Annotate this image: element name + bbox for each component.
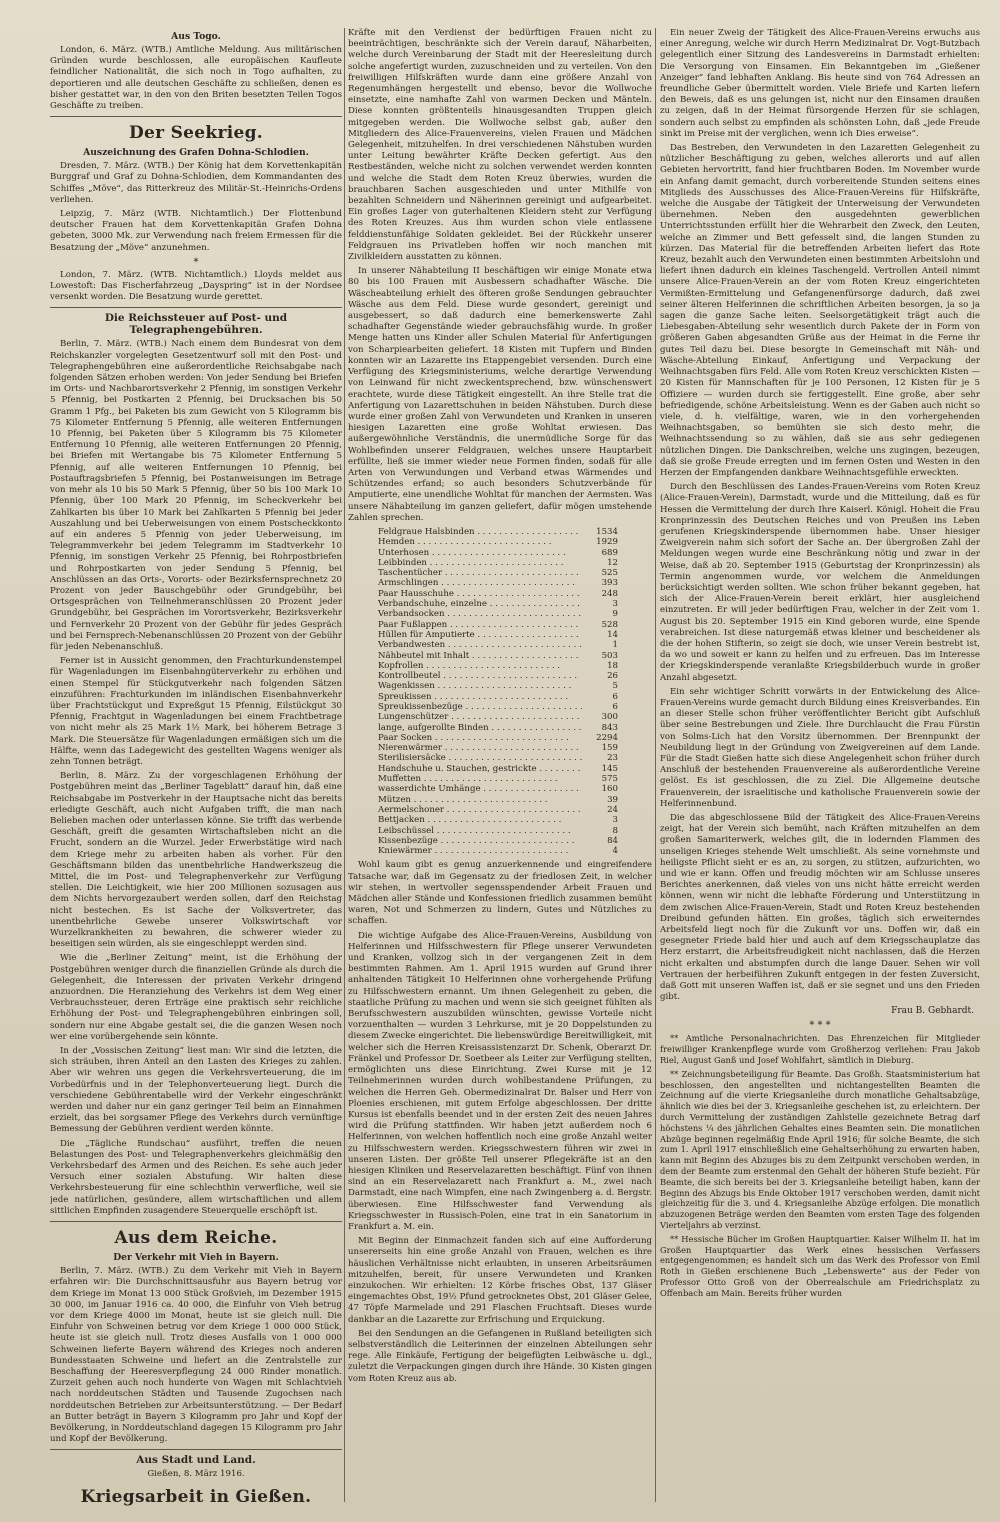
table-row xyxy=(378,836,618,846)
column-rule xyxy=(344,28,345,1502)
item-count: 9 xyxy=(612,609,618,620)
item-label: Hüllen für Amputierte . . . xyxy=(378,630,582,640)
dohna-article: Dresden, 7. März. (WTB.) Der König hat dem Korvettenkapitän Burggraf und Graf zu Dohna-Schlodien, dem Kommandanten des Schiffes „Möve“, das Ritterkreuz des Militär-St.-Heinrichs-Ordens verliehen. xyxy=(50,161,342,205)
item-label: Taschentücher . . . xyxy=(378,568,582,578)
item-count: 689 xyxy=(601,547,618,558)
bayern-heading: Der Verkehr mit Vieh in Bayern. xyxy=(113,1252,279,1264)
alice-article-cont-2: In unserer Nähabteilung II beschäftigen wir einige Monate etwa 80 bis 100 Frauen mit Ausbessern schadhafter Wäsche. Die Wäscheabteilung erhielt des öfteren große Sendungen gebrauchter Wäsche aus dem Feld. Diese wurde gesondert, gereinigt und ausgebessert, so daß dadurch eine bemerkenswerte Zahl schadhafter Gegenstände wieder gebrauchsfähig wurde. In großer Menge hatten uns Kinder aller Schulen Material für Anfertigungen von Scharpiearbeiten geliefert. 18 Kisten mit Tupfern und Binden konnten wir an Lazarette ins Etappengebiet versenden. Durch eine Verfügung des Kriegsministeriums, welche derartige Verwendung von Leinwand für nicht zweckentsprechend, bzw. wünschenswert erachtete, wurde diese Tätigkeit eingestellt. An ihre Stelle trat die Anfertigung von Lazarettschuhen in beiden Nähstuben. Durch diese wurde einer großen Zahl von Verwundeten und Kranken in unseren hiesigen Lazaretten eine große Wohltat erwiesen. Das außergewöhnliche Verständnis, die unermüdliche Sorge für das Wohlbefinden unserer Feldgrauen, welches unsere Hauptarbeit erfüllte, ließ sie immer wieder neue Formen finden, sodaß für alle Arten von Verwundungen und Verband etwas Wärmendes und Schützendes erfand; so auch besonders Schutzverbände für Amputierte, eine unendliche Wohltat für manchen der Aermsten. Was unsere Nähabteilung im ganzen geliefert, dafür mögen umstehende Zahlen sprechen. xyxy=(348,266,652,523)
item-label: lange, aufgerollte Binden . . . xyxy=(378,723,582,733)
table-row xyxy=(378,733,618,743)
divider xyxy=(50,1221,342,1222)
table-row xyxy=(378,846,618,856)
post-article-1: Berlin, 7. März. (WTB.) Nach einem dem Bundesrat von dem Reichskanzler vorgelegten Gesetzentwurf soll mit den Post- und Telegraphengebühren eine außerordentliche Reichsabgabe nach folgenden Sätzen erhoben werden: Von jeder Sendung bei Briefen im Orts- und Nachbarortsverkehr 2 Pfennig, im sonstigen Verkehr 5 Pfennig, bei Postkarten 2 Pfennig, bei Drucksachen bis 50 Gramm 1 Pfg., bei Paketen bis zum Gewicht von 5 Kilogramm bis 75 Kilometer Entfernung 5 Pfennig, alle weiteren Entfernungen 10 Pfennig, bei Paketen über 5 Kilogramm bis 75 Kilometer Entfernung 10 Pfennig, alle weiteren Entfernungen 20 Pfennig, bei Briefen mit Wertangabe bis 75 Kilometer Entfernung 5 Pfennig, auf alle weiteren Entfernungen 10 Pfennig, bei Postauftragsbriefen 5 Pfennig, bei Postanweisungen im Betrage von mehr als 10 bis 50 Mark 5 Pfennig, über 50 bis 100 Mark 10 Pfennig, über 100 Mark 20 Pfennig, im Scheckverkehr bei Zahlkarten bis über 10 Mark bei Zahlkarten 5 Pfennig bei jeder Auszahlung und bei Ueberweisungen von einem Postscheckkonto auf ein anderes 5 Pfennig von jeder Ueberweisung, im Telegrammverkehr bei jedem Telegramm im Stadtverkehr 10 Pfennig, im sonstigen Verkehr 25 Pfennig, bei Rohrpostbriefen und Rohrpostkarten von jeder Sendung 5 Pfennig, bei Anschlüssen an das Orts-, Vororts- oder Bezirksfernsprechnetz 20 Prozent von jeder Bauschgebühr oder Grundgebühr, bei Ortsgesprächen von Teilnehmeranschlüssen 20 Prozent jeder Grundgebühr, bei Gesprächen im Vorortsverkehr, Bezirksverkehr und Fernverkehr 20 Prozent von der Gebühr für jedes Gespräch und bei Fernsprech-Nebenanschlüssen 20 Prozent von der Gebühr für jeden Nebenanschluß. xyxy=(50,339,342,652)
column-2 xyxy=(348,28,652,1508)
post-article-3: Berlin, 8. März. Zu der vorgeschlagenen Erhöhung der Postgebühren meint das „Berliner Tageblatt“ darauf hin, daß eine Reichsabgabe im Postverkehr in der Hauptsache nicht das bereits erledigte Geschäft, auch nicht Aufgaben trifft, die man nach Belieben machen oder unterlassen könne. Sie trifft das werbende Geschäft, greift die gesamten Wirtschaftsleben nicht an die Frucht, sondern an die Wurzel. Jeder Erwerbstätige wird nach dem Kriege mehr zu arbeiten haben als vorher. Für den Geschäftsmann bilden das unentbehrliche Handwerkszeug die Mittel, die im Post- und Telegraphenverkehr zur Verfügung stellen. Die Leichtigkeit, wie hier 200 Millionen sozusagen aus dem Nichts hervorgezaubert werden sollen, darf den Reichstag nicht bestechen. Es ist Sache der Volksvertreter, das unentbehrliche Gewebe unserer Volkswirtschaft vor Wurzelkrankheiten zu bewahren, die schwerer wieder zu beseitigen sein würden, als sie eingeschleppt werden sind. xyxy=(50,771,342,950)
item-label: Kontrollbeutel . . . xyxy=(378,671,582,681)
divider xyxy=(50,1449,342,1450)
table-row xyxy=(378,527,618,537)
table-row xyxy=(378,743,618,753)
table-row xyxy=(378,661,618,671)
table-row xyxy=(378,671,618,681)
alice-article-cont-3: Wohl kaum gibt es genug anzuerkennende und eingreifendere Tatsache war, daß im Gegensatz zu der friedlosen Zeit, in welcher wir stehen, in wertvoller segensspendender Arbeit Frauen und Mädchen aller Stände und Konfessionen friedlich zusammen bemüht waren, Not und Schmerzen zu lindern, Gutes und Nützliches zu schaffen. xyxy=(348,860,652,927)
item-label: Armschlingen . . . xyxy=(378,578,582,588)
post-heading: Die Reichssteuer auf Post- und Telegraphengebühren. xyxy=(104,312,288,337)
item-count: 145 xyxy=(601,763,618,774)
item-count: 159 xyxy=(601,743,618,754)
column-1 xyxy=(50,28,342,1508)
item-label: Verbandschuhe, einzelne . . . xyxy=(378,599,582,609)
item-label: Paar Hausschuhe . . . xyxy=(378,589,582,599)
item-count: 393 xyxy=(601,578,618,589)
item-label: Verbandsocken . . . xyxy=(378,609,582,619)
item-count: 575 xyxy=(601,774,618,785)
column-rule xyxy=(655,28,656,1502)
item-count: 5 xyxy=(612,681,618,692)
table-row xyxy=(378,774,618,784)
kriegskinder-article: Durch den Beschlüssen des Landes-Frauen-Vereins vom Roten Kreuz (Alice-Frauen-Verein), Darmstadt, wurde und die Mitteilung, daß es für Hessen die Vermittelung der durch Ihre Kaiserl. Königl. Hoheit die Frau Kronprinzessin des Deutschen Reiches und von Preußen ins Leben gerufenen Kriegskinderspende übernommen habe. Unser hiesiger Zweigverein nahm sich sofort der Sache an. Der übergroßen Zahl der Meldungen wegen wurde eine Beschränkung nötig und zwar in der Weise, daß ab 20. September 1915 (Geburtstag der Kronprinzessin) als Termin angenommen wurde, vor welchem die Anmeldungen berücksichtigt werden sollten. Wie schon früher bekannt gegeben, hat sich der Alice-Frauen-Verein bereit erklärt, hier ausgleichend einzutreten. Er will jeder bedürftigen Frau, welcher in der Zeit vom 1. August bis 20. September 1915 ein Kind geboren wurde, eine Spende verabreichen. Ist diese naturgemäß etwas kleiner und bescheidener als die der hohen Stifterin, so zeigt sie doch, wie unser Verein bestrebt ist, da wo und soweit er kann zu helfen und zu erfreuen. Das im Interesse der Kriegskinderspende veranlaßte Kriegsbilderbuch wurde in großer Anzahl abgesetzt. xyxy=(660,482,980,683)
item-count: 6 xyxy=(612,701,618,712)
item-label: Hemden . . . xyxy=(378,537,582,547)
separator-stars: * * * xyxy=(809,1020,831,1032)
column-3 xyxy=(660,28,980,1508)
item-count: 528 xyxy=(601,619,618,630)
table-row xyxy=(378,702,618,712)
item-count: 843 xyxy=(601,722,618,733)
table-row xyxy=(378,723,618,733)
notices xyxy=(660,1033,980,1298)
post-article-2: Ferner ist in Aussicht genommen, den Frachturkundenstempel für Wagenladungen im Eisenbahngüterverkehr zu erhöhen und einen Stempel für Stückgutverkehr nach folgenden Sätzen einzuführen: Frachturkunden im inländischen Eisenbahnverkehr über Frachtstückgut und Expreßgut 15 Pfennig, Eilstückgut 30 Pfennig, Frachtgut in Wagenladungen bei einem Frachtbetrage von nicht mehr als 25 Mark 1½ Mark, bei höherem Betrage 3 Mark. Die Steuersätze für Wagenladungen ermäßigen sich um die Hälfte, wenn das Ladegewicht des gestellten Wagens weniger als zehn Tonnen beträgt. xyxy=(50,656,342,767)
table-row xyxy=(378,815,618,825)
divider xyxy=(50,116,342,117)
item-label: Paar Socken . . . xyxy=(378,733,582,743)
item-label: Nähbeutel mit Inhalt . . . xyxy=(378,651,582,661)
post-article-4: Wie die „Berliner Zeitung“ meint, ist die Erhöhung der Postgebühren weniger durch die finanziellen Gründe als durch die Gelegenheit, die Interessen der privaten Verkehr dringend anzuordnen. Die Heranziehung des Verkehrs ist dem Weg einer Verbrauchssteuer, deren Erträge eine praktisch sehr reichliche Erhöhung der Post- und Telegraphengebühren einbringen soll, sondern nur eine Abgabe gestalt sei, die die ganzen Wesen noch wer eine vorübergehende sein könnte. xyxy=(50,953,342,1042)
beschaeftigung-article: Das Bestreben, den Verwundeten in den Lazaretten Gelegenheit zu nützlicher Beschäftigung zu geben, welches allerorts und auf allen Gebieten hervortritt, fand hier fruchtbaren Boden. Im November wurde ein Anfang damit gemacht, durch vorbereitende Stunden seitens eines Mitglieds des Ausschusses des Alice-Frauen-Vereins für Hilfskräfte, welche die Ausgabe der Tätigkeit der Unterweisung der Verwundeten übernehmen. Neben den ausgedehnten gewerblichen Unterrichtsstunden erfüllt hier die Wehrarbeit den Zweck, den Leuten, welche an Zimmer und Bett gefesselt sind, die langen Stunden zu kürzen. Das Material für die betreffenden Arbeiten liefert das Rote Kreuz, bezahlt auch den Verwundeten einen bestimmten Arbeitslohn und liefert ihnen dadurch ein kleines Taschengeld. Vertrollen Anteil nimmt unsere Alice-Frauen-Verein an der vom Roten Kreuz eingerichteten Vermißten-Ermittelung und Gefangenenfürsorge dadurch, daß zwei seiner älteren Helferinnen die schriftlichen Arbeiten besorgen, ja so ja sagen die ganze Sache leiten. Seelsorgetätigkeit trägt auch die Liebesgaben-Abteilung sehr wesentlich durch Pakete der in Form von größeren Gaben abgesandten Grüße aus der Heimat in die Ferne ihr gutes Teil dazu bei. Diese besorgte in Gemeinschaft mit Näh- und Wäsche-Abteilung Einkauf, Anfertigung und Verpackung der Weihnachtsgaben fürs Feld. Alle vom Roten Kreuz verschickten Kisten — 20 Kisten für Mannschaften für je 100 Personen, 12 Kisten für je 5 Offiziere — wurden durch sie fertiggestellt. Eine große, aber sehr befriedigende, schöne Arbeitsleistung. Wenn es der Gaben auch nicht so viele, d. h. vielfältige, waren, wie in den vorhergehenden Weihnachtsgaben, so bemühten sie sich desto mehr, die Weihnachtssendung so zu wählen, daß sie aus sehr gediegenen nützlichen Dingen. Die Dankschreiben, welche uns zugingen, bezeugen, daß sie große Freude erregten und im fernen Osten und Westen in den Herzen der Empfangenden dankbare Weihnachtsgefühle erweckten. xyxy=(660,143,980,478)
item-label: Feldgraue Halsbinden . . . xyxy=(378,527,582,537)
item-count: 300 xyxy=(601,712,618,723)
item-label: Wagenkissen . . . xyxy=(378,681,582,691)
item-label: Sterilisiersäcke . . . xyxy=(378,753,582,763)
item-count: 1929 xyxy=(596,537,618,548)
alice-article-cont-5: Mit Beginn der Einmachzeit fanden sich auf eine Aufforderung unsererseits hin eine große Anzahl von Frauen, welchen es ihre häuslichen Verhältnisse nicht erlaubten, in unseren Arbeitsräumen mitzuhelfen, bereit, für unsere Verwundeten und Kranken einzukochen. Wir erhielten: 12 Körbe frisches Obst, 137 Gläser eingemachtes Obst, 19½ Pfund getrocknetes Obst, 201 Gläser Gelee, 47 Töpfe Marmelade und 291 Flaschen Fruchtsaft. Dieses wurde dankbar an die Lazarette zur Erfrischung und Erquickung. xyxy=(348,1236,652,1325)
seekrieg-heading: Der Seekrieg. xyxy=(128,123,264,144)
table-row xyxy=(378,805,618,815)
table-row xyxy=(378,568,618,578)
item-count: 39 xyxy=(607,794,618,805)
table-row xyxy=(378,578,618,588)
separator-star: * xyxy=(193,256,199,268)
table-row xyxy=(378,609,618,619)
item-label: Kopfrollen . . . xyxy=(378,661,582,671)
item-label: Paar Fußlappen . . . xyxy=(378,620,582,630)
item-label: Nierenwärmer . . . xyxy=(378,743,582,753)
item-count: 3 xyxy=(612,599,618,610)
stadt-heading: Aus Stadt und Land. xyxy=(136,1454,256,1467)
item-label: Leibbinden . . . xyxy=(378,558,582,568)
table-row xyxy=(378,537,618,547)
table-row xyxy=(378,548,618,558)
item-count: 1534 xyxy=(596,526,618,537)
bayern-article: Berlin, 7. März. (WTB.) Zu dem Verkehr mit Vieh in Bayern erfahren wir: Die Durchschnittsausfuhr aus Bayern betrug vor dem Kriege im Monat 13 000 Stück Großvieh, im Dezember 1915 30 000, im Januar 1916 ca. 40 000, die Einfuhr von Vieh betrug vor dem Kriege 4000 im Monat, heute ist sie gleich null. Die Einfuhr von Schweinen betrug vor dem Kriege 1 000 000 Stück, heute ist sie gleich null. Trotz dieses Ausfalls von 1 000 000 Schweinen lieferte Bayern während des Krieges noch anderen Bundesstaaten Schweine und liefert an die Zentralstelle zur Beschaffung der Heeresverpflegung 24 000 Rinder monatlich. Zurzeit gehen auch noch hunderte von Wagen mit Schlachtvieh nach norddeutschen Städten und Tausende Zugochsen nach norddeutschen Betrieben zur Arbeitsunterstützung. — Der Bedarf an Butter beträgt in Bayern 3 Kilogramm pro Jahr und Kopf der Bevölkerung, in Norddeutschland dagegen 15 Kilogramm pro Jahr und Kopf der Bevölkerung. xyxy=(50,1266,342,1445)
table-row xyxy=(378,589,618,599)
table-row xyxy=(378,826,618,836)
reich-heading: Aus dem Reiche. xyxy=(114,1228,278,1249)
table-row xyxy=(378,630,618,640)
zeichnung-notice: ** Zeichnungsbeteiligung für Beamte. Das Großh. Staatsministerium hat beschlossen, den angestellten und nichtangestellten Beamten die Zeichnung auf die vierte Kriegsanleihe durch monatliche Gehaltsabzüge, ähnlich wie dies bei der 3. Kriegsanleihe geschehen ist, zu erleichtern. Der durch Vermittelung der zuständigen Zahlstelle gezeichnete Betrag darf höchstens ¼ des jährlichen Gehaltes eines Beamten sein. Die monatlichen Abzüge beginnen regelmäßig Ende April 1916; für solche Beamte, die sich zum 1. April 1917 einschließlich eine Gehaltserhöhung zu erwarten haben, kann mit Beginn des Abzuges bis zu dem Zeitpunkt verschoben werden, in dem der Beamte zum erstenmal den Gehalt der höheren Stufe bezieht. Für Beamte, die sich bereits bei der 3. Kriegsanleihe beteiligt haben, kann der Beginn des Abzugs bis Ende Oktober 1917 verschoben werden, damit nicht gleichzeitig für die 3. und 4. Kriegsanleihe Abzüge erfolgen. Die monatlich abzuzogenen Beträge werden den Beamten vom ersten Tage des folgenden Vierteljahrs ab verzinst. xyxy=(660,1068,980,1231)
flottenbund-article: Leipzig, 7. März (WTB. Nichtamtlich.) Der Flottenbund deutscher Frauen hat dem Korvettenkapitän Grafen Dohna gebeten, 3000 Mk. zur Verwendung nach freiem Ermessen für die Besatzung der „Möve“ anzunehmen. xyxy=(50,209,342,253)
item-label: Kissenbezüge . . . xyxy=(378,836,582,846)
kriegsarbeit-heading: Kriegsarbeit in Gießen. xyxy=(80,1486,312,1507)
item-count: 26 xyxy=(607,671,618,682)
item-count: 248 xyxy=(601,588,618,599)
alice-article-cont-1: Kräfte mit den Verdienst der bedürftigen Frauen nicht zu beeinträchtigen, beschränkte sich der Verein darauf, Näharbeiten, welche durch Vereinbarung der Stadt mit der Heeresleitung durch solche angefertigt wurden, zuzuschneiden und zu verteilen. Von den freiwilligen Hilfskräften wurde dann eine größere Anzahl von Regenumhängen hergestellt und ebenso, bevor die Wollwoche einsetzte, eine namhafte Zahl von warmen Decken und Mänteln. Diese konnten größtenteils hinausgesandten Truppen gleich mitgegeben werden. Die Wollwoche selbst gab, außer den Mitgliedern des Alice-Frauenvereins, vielen Frauen und Mädchen Gelegenheit, mitzuhelfen. In drei verschiedenen Nähstuben wurden unter Leitung bewährter Kräfte Decken gefertigt. Aus den Restbeständen, welche nicht zu solchen verwendet werden konnten und welche die Stadt dem Roten Kreuz überwies, wurden die brauchbaren Sachen ausgeschieden und unter Mithilfe von bezahlten Schneidern und Näherinnen gereinigt und aufgearbeitet. Ein großes Lager von guterhaltenen Kleidern steht zur Verfügung des Roten Kreuzes. Aus ihm wurden schon viele entlassene felddienstunfähige Soldaten gekleidet. Bei der Rückkehr unserer Feldgrauen ins Privatleben hoffen wir noch manchen mit Zivilkleidern ausstatten zu können. xyxy=(348,28,652,263)
table-row xyxy=(378,753,618,763)
table-row xyxy=(378,712,618,722)
item-count: 160 xyxy=(601,784,618,795)
table-row xyxy=(378,640,618,650)
item-label: Verbandwesten . . . xyxy=(378,640,582,650)
item-label: Unterhosen . . . xyxy=(378,548,582,558)
item-count: 6 xyxy=(612,691,618,702)
item-count: 84 xyxy=(607,835,618,846)
item-label: Lungenschützer . . . xyxy=(378,712,582,722)
table-row xyxy=(378,692,618,702)
item-count: 3 xyxy=(612,815,618,826)
item-count: 18 xyxy=(607,660,618,671)
post-article-5: In der „Vossischen Zeitung“ liest man: Wir sind die letzten, die sich sträuben, ihren Anteil an den Lasten des Krieges zu zahlen. Aber wir wehren uns gegen die Verkehrsverteuerung, die im Vorbedürfnis und in der Telephonverteuerung liegt. Durch die verschiedene Gebührentabelle wird der Verkehr eingeschränkt werden und daher nur ein ganz geringer Teil beim an Einnahmen erzielt, das bei sorgsamer Pflege des Verkehrs durch vernünftige Bemessung der Gebühren verdient werden könnte. xyxy=(50,1046,342,1135)
einsamen-article: Ein neuer Zweig der Tätigkeit des Alice-Frauen-Vereins erwuchs aus einer Anregung, welche wir durch Herrn Medizinalrat Dr. Vogt-Butzbach gelegentlich einer Sitzung des Landesvereins in Darmstadt erhielten: Die Versorgung von Einsamen. Ein Bekanntgeben im „Gießener Anzeiger“ fand lebhaften Anklang. Bis heute sind von 764 Adressen an freundliche Geber übermittelt worden. Viele Briefe und Karten liefern den Beweis, daß es uns gelungen ist, nicht nur den Einsamen draußen zu zeigen, daß in der Heimat fürsorgende Herzen für sie schlagen, sondern auch selbst zu empfinden als schönsten Lohn, daß „jede Freude sinkt im Preise mit der verglichen, wenn ich Dies erweise“. xyxy=(660,28,980,139)
item-count: 23 xyxy=(607,753,618,764)
kreisverband-article: Ein sehr wichtiger Schritt vorwärts in der Entwickelung des Alice-Frauen-Vereins wurde gemacht durch Bildung eines Kreisverbandes. Ein an dieser Stelle schon früher veröffentlichter Bericht gibt Aufschluß über seine Bestrebungen und Ziele. Ihre Durchlaucht die Frau Fürstin von Solms-Lich hat den Vorsitz übernommen. Der Brennpunkt der Neubildung liegt in der Gründung von Zweigvereinen auf dem Lande. Für die Stadt Gießen hatte sich diese Angelegenheit schon früher durch Anschluß der bestehenden Frauenvereine als außerordentliche Vereine gelöst. Es ist geschlossen, die zu Ziel. Die Allgemeine deutsche Frauenverein, der israelitische und katholische Frauenverein sowie der Helferinnenbund. xyxy=(660,686,980,809)
table-row xyxy=(378,784,618,794)
lloyds-article: London, 7. März. (WTB. Nichtamtlich.) Lloyds meldet aus Lowestoft: Das Fischerfahrzeug „Dayspring“ ist in der Nordsee versenkt worden. Die Besatzung wurde gerettet. xyxy=(50,269,342,303)
item-label: Aermelschoner . . . xyxy=(378,805,582,815)
item-count: 525 xyxy=(601,568,618,579)
item-count: 12 xyxy=(607,557,618,568)
table-row xyxy=(378,620,618,630)
item-label: Muffetten . . . xyxy=(378,774,582,784)
alice-article-cont-6: Bei den Sendungen an die Gefangenen in Rußland beteiligten sich selbstverständlich die Leiterinnen der einzelnen Abteilungen sehr rege. Alle Einkäufe, Fertigung der beigefügten Leibwäsche u. dgl., zuletzt die Verpackungen gingen durch ihre Hände. 30 Kisten gingen vom Roten Kreuz aus ab. xyxy=(348,1328,652,1384)
alice-article-cont-4: Die wichtige Aufgabe des Alice-Frauen-Vereins, Ausbildung von Helferinnen und Hilfsschwestern für Pflege unserer Verwundeten und Kranken, vollzog sich in der vergangenen Zeit in dem bestimmten Rahmen. Am 1. April 1915 wurden auf Grund ihrer anhaltenden Tätigkeit 10 Helferinnen ohne vorhergehende Prüfung zu Hilfsschwestern ernannt. Um ihnen Gelegenheit zu geben, die staatliche Prüfung zu machen und wenn sie sich geeignet fühlten als Berufsschwestern auszubilden wünschten, gewisse Vorteile nicht vorzuenthalten — wurden 3 Lehrkurse, mit je 20 Doppelstunden zu diesem Zwecke eingerichtet. Die liebenswürdige Bereitwilligkeit, mit welcher sich die Herren Kreisassistenzarzt Dr. Schenk, Oberarzt Dr. Fränkel und Professor Dr. Soetbeer als Leiter zur Verfügung stellten, ermöglichten uns diese Einrichtung. Zwei Kurse mit je 12 Teilnehmerinnen wurden durch wohlbestandene Prüfungen, zu welchen die Herren Geh. Obermedizinalrat Dr. Balser und Herr von Ploenies erschienen, mit gutem Erfolge abgeschlossen. Der dritte Kursus ist ebenfalls beendet und in der ersten Zeit des neuen Jahres wird die Prüfung stattfinden. Wir haben jetzt außerdem noch 6 Helferinnen, von welchen hoffentlich noch eine große Anzahl weiter zu Hilfsschwestern werden. Kriegsschwestern führen wir zwei in unseren Listen. Der größte Teil unserer Pflegekräfte ist an den hiesigen Kliniken und Reservelazaretten beschäftigt. Fünf von ihnen sind an ein Reservelazarett nach Frankfurt a. M., zwei nach Darmstadt, eine nach Wimpfen, eine nach Zwingenberg a. d. Bergstr. überwiesen. Eine Hilfsschwester fand Verwendung als Kriegsschwester in Russisch-Polen, eine trat in ein Sanatorium in Frankfurt a. M. ein. xyxy=(348,930,652,1232)
item-label: Bettjacken . . . xyxy=(378,815,582,825)
item-label: wasserdichte Umhänge . . . xyxy=(378,784,582,794)
item-label: Leibschüssel . . . xyxy=(378,826,582,836)
item-label: Kniewärmer . . . xyxy=(378,846,582,856)
item-count: 24 xyxy=(607,804,618,815)
post-article-6: Die „Tägliche Rundschau“ ausführt, treffen die neuen Belastungen des Post- und Telegraphenverkehrs gleichmäßig den Verkehrsbedarf des Armen und des Reichen. Es sehe auch jeder Versuch einer sozialen Abstufung. Wir halten diese Verkehrsbesteuerung für eine schlechthin verwerfliche, weil sie jede natürlichen, gesündere, allem wirtschaftlichen und allem sittlichen Empfinden zusagendere Steuerquelle erschöpft ist. xyxy=(50,1138,342,1216)
dohna-heading: Auszeichnung des Grafen Dohna-Schlodien. xyxy=(83,147,309,159)
togo-article: London, 6. März. (WTB.) Amtliche Meldung. Aus militärischen Gründen wurde beschlossen, alle europäischen Kaufleute feindlicher Nationalität, die sich noch in Togo aufhalten, zu deportieren und alle deutschen Geschäfte zu schließen, denen es bisher gestattet war, in den von den Briten besetzten Teilen Togos Geschäfte zu treiben. xyxy=(50,45,342,112)
supply-table xyxy=(378,527,618,857)
item-count: 2294 xyxy=(596,732,618,743)
item-label: Spreukissen . . . xyxy=(378,692,582,702)
item-count: 14 xyxy=(607,629,618,640)
signature: Frau B. Gebhardt. xyxy=(891,1006,974,1017)
item-label: Spreukissenbezüge . . . xyxy=(378,702,582,712)
item-label: Handschuhe u. Stauchen, gestrickte . . . xyxy=(378,764,582,774)
table-row xyxy=(378,681,618,691)
personal-notice: ** Amtliche Personalnachrichten. Das Ehrenzeichen für Mitglieder freiwilliger Krankenpflege wurde vom Großherzog verliehen: Frau Jakob Riel, August Ganß und Josef Wohlfahrt, sämtlich in Dieburg. xyxy=(660,1033,980,1066)
item-count: 1 xyxy=(612,640,618,651)
closing-article: Die das abgeschlossene Bild der Tätigkeit des Alice-Frauen-Vereins zeigt, hat der Verein sich bemüht, nach Kräften mitzuhelfen an dem großen Samariterwerk, welches gilt, die in lodernden Flammen des unseligen Krieges stehende Welt umschließt. Als seine vornehmste und heiligste Pflicht sieht er es an, zu sorgen, zu stützen, aufzurichten, wo und wie er kann. Offen und freudig möchten wir am Schlusse unseres Berichtes anerkennen, daß vieles von uns nicht hätte erreicht werden können, wenn wir nicht die lebhafte Förderung und Unterstützung in dem zwischen Alice-Frauen-Verein, Stadt und Roten Kreuz bestehenden Dreibund gefunden hätten. Ein großes, täglich sich erweiterndes Arbeitsfeld liegt noch für die Zukunft vor uns. Doffen wir, daß ein gesegneter Friede bald hier und auch auf dem Kriegsschauplatze das Herz erstarrt, die Arbeitsfreudigkeit nicht nachlassen, daß die Herzen nicht erkalten und abstumpfen durch die lange Dauer. Sehen wir voll Vertrauen der herbeiführen Zukunft entgegen in der festen Zuversicht, daß Gott mit unseren Waffen ist, daß er sie segnet und uns den Frieden gibt. xyxy=(660,813,980,1003)
table-row xyxy=(378,795,618,805)
buecher-notice: ** Hessische Bücher im Großen Hauptquartier. Kaiser Wilhelm II. hat im Großen Hauptquartier das Werk eines hessischen Verfassers entgegengenommen; es handelt sich um das Werk des Professor von Emil Roth in Gießen erschienene Buch „Lebenswerte“ aus der Feder von Professor Otto Groß von der Oberrealschule am Friedrichsplatz zu Offenbach am Main. Bereits früher wurden xyxy=(660,1233,980,1298)
item-count: 4 xyxy=(612,846,618,857)
table-row xyxy=(378,764,618,774)
item-count: 8 xyxy=(612,825,618,836)
table-row xyxy=(378,558,618,568)
table-row xyxy=(378,599,618,609)
togo-heading: Aus Togo. xyxy=(171,31,221,42)
item-label: Mützen . . . xyxy=(378,795,582,805)
item-count: 503 xyxy=(601,650,618,661)
table-row xyxy=(378,651,618,661)
dateline: Gießen, 8. März 1916. xyxy=(147,1469,245,1480)
divider xyxy=(50,307,342,308)
